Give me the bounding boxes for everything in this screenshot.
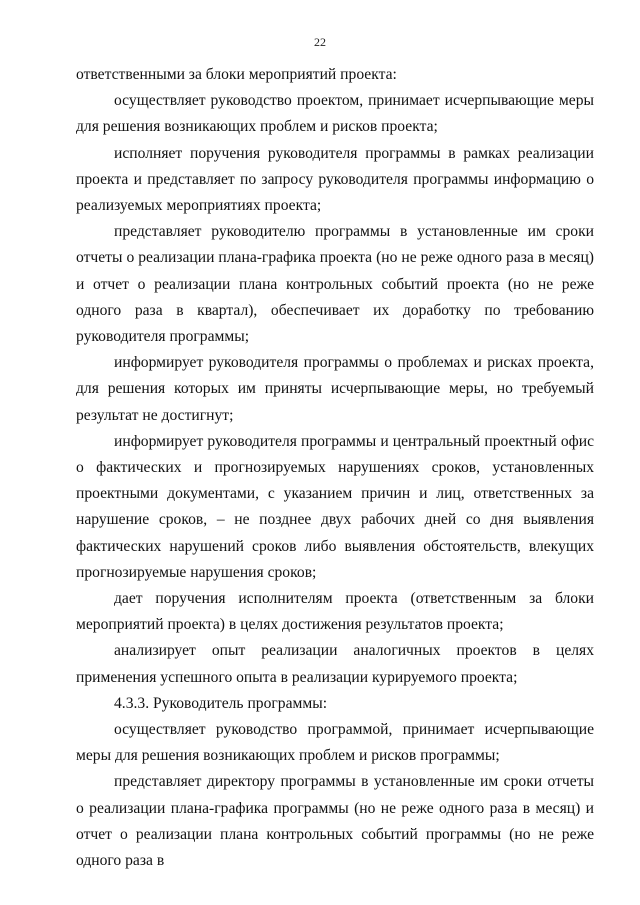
paragraph: анализирует опыт реализации аналогичных проектов в целях применения успешного опыта в реализации курируемого проекта; bbox=[76, 642, 594, 686]
paragraph: осуществляет руководство программой, принимает исчерпывающие меры для решения возникающих проблем и рисков программы; bbox=[76, 721, 594, 765]
paragraph: информирует руководителя программы о проблемах и рисках проекта, для решения которых им приняты исчерпывающие меры, но требуемый результат не достигнут; bbox=[76, 354, 594, 424]
section-heading: 4.3.3. Руководитель программы: bbox=[114, 694, 328, 712]
paragraph: информирует руководителя программы и центральный проектный офис о фактических и прогнозируемых нарушениях сроков, установленных проектными документами, с указанием причин и лиц, ответственных за нарушение сроков, – не позднее двух рабочих дней со дня выявления фактических нарушений сроков либо выявления обстоятельств, влекущих прогнозируемые нарушения сроков; bbox=[76, 432, 594, 581]
paragraph: осуществляет руководство проектом, принимает исчерпывающие меры для решения возникающих проблем и рисков проекта; bbox=[76, 92, 594, 136]
paragraph: дает поручения исполнителям проекта (ответственным за блоки мероприятий проекта) в целях достижения результатов проекта; bbox=[76, 590, 594, 634]
page-number: 22 bbox=[314, 35, 326, 49]
paragraph: представляет директору программы в установленные им сроки отчеты о реализации плана-графика программы (но не реже одного раза в месяц) и отчет о реализации плана контрольных событий программы (но не реже одного раза в bbox=[76, 773, 594, 870]
paragraph: исполняет поручения руководителя программы в рамках реализации проекта и представляет по запросу руководителя программы информацию о реализуемых мероприятиях проекта; bbox=[76, 144, 594, 215]
paragraph: представляет руководителю программы в установленные им сроки отчеты о реализации плана-графика проекта (но не реже одного раза в месяц) и отчет о реализации плана контрольных событий проекта (но не реже одного раза в квартал), обеспечивает их доработку по требованию руководителя программы; bbox=[76, 223, 594, 346]
paragraph: ответственными за блоки мероприятий проекта: bbox=[76, 66, 397, 83]
document-body bbox=[76, 62, 594, 874]
